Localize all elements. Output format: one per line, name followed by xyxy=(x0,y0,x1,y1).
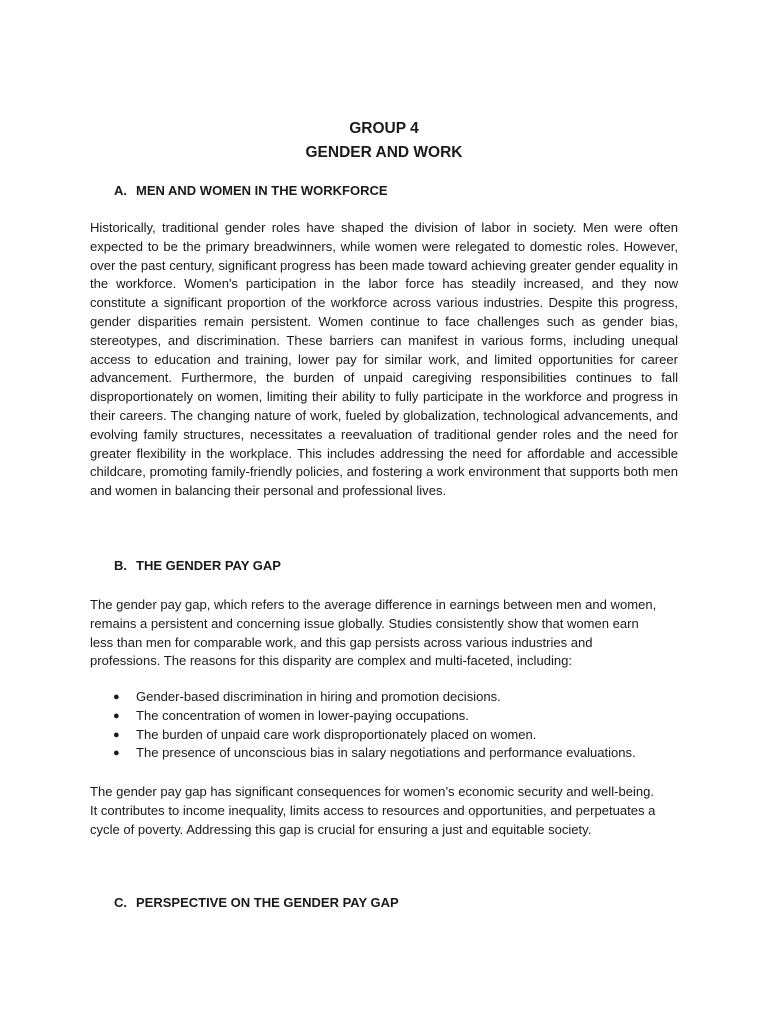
section-b-title: THE GENDER PAY GAP xyxy=(136,558,281,573)
section-c-title: PERSPECTIVE ON THE GENDER PAY GAP xyxy=(136,895,399,910)
list-item-text: The presence of unconscious bias in salary negotiations and performance evaluations. xyxy=(136,745,636,761)
topic-title: GENDER AND WORK xyxy=(305,144,463,161)
section-b-conclusion: The gender pay gap has significant consequences for women’s economic security and well-being. It contributes to income inequality, limits access to resources and opportunities, and perpetuates a cycle of poverty. Addressing this gap is crucial for ensuring a just and equitable society. xyxy=(90,784,656,837)
list-item-text: The burden of unpaid care work disproportionately placed on women. xyxy=(136,726,537,742)
bullet-icon: ● xyxy=(113,728,120,741)
list-item xyxy=(110,688,690,707)
bullet-icon: ● xyxy=(113,691,120,703)
list-item xyxy=(110,744,690,763)
section-a-heading xyxy=(114,182,388,200)
section-c-heading xyxy=(114,894,399,912)
section-a-paragraph: Historically, traditional gender roles have shaped the division of labor in society. Men were often expected to be the primary breadwinners, while women were relegated to domestic roles. However, over the past century, significant progress has been made toward achieving greater gender equality in the workforce. Women's participation in the labor force has steadily increased, and they now constitute a significant proportion of the workforce across various industries. Despite this progress, gender disparities remain persistent. Women continue to face challenges such as gender bias, stereotypes, and discrimination. These barriers can manifest in various forms, including unequal access to education and training, lower pay for similar work, and limited opportunities for career advancement. Furthermore, the burden of unpaid caregiving responsibilities continues to fall disproportionately on women, limiting their ability to fully participate in the workforce and progress in their careers. The changing nature of work, fueled by globalization, technological advancements, and evolving family structures, necessitates a reevaluation of traditional gender roles and the need for greater flexibility in the workplace. This includes addressing the need for affordable and accessible childcare, promoting family-friendly policies, and fostering a work environment that supports both men and women in balancing their personal and professional lives. xyxy=(90,220,678,499)
section-a-title: MEN AND WOMEN IN THE WORKFORCE xyxy=(136,183,388,198)
list-item-text: Gender-based discrimination in hiring and promotion decisions. xyxy=(136,689,501,704)
section-c-letter: C. xyxy=(114,895,127,910)
pay-gap-reasons-list xyxy=(110,688,690,763)
list-item xyxy=(110,707,690,726)
group-title: GROUP 4 xyxy=(349,120,419,137)
section-b-intro: The gender pay gap, which refers to the average difference in earnings between men and women, remains a persistent and concerning issue globally. Studies consistently show that women earn less than men for comparable work, and this gap persists across various industries and professions. The reasons for this disparity are complex and multi-faceted, including: xyxy=(90,597,657,669)
section-b-letter: B. xyxy=(114,558,127,573)
section-b-heading xyxy=(114,557,281,575)
bullet-icon: ● xyxy=(113,709,120,722)
bullet-icon: ● xyxy=(113,747,120,760)
document-title xyxy=(0,117,768,165)
section-a-letter: A. xyxy=(114,183,127,198)
list-item-text: The concentration of women in lower-paying occupations. xyxy=(136,707,469,723)
list-item xyxy=(110,726,690,745)
